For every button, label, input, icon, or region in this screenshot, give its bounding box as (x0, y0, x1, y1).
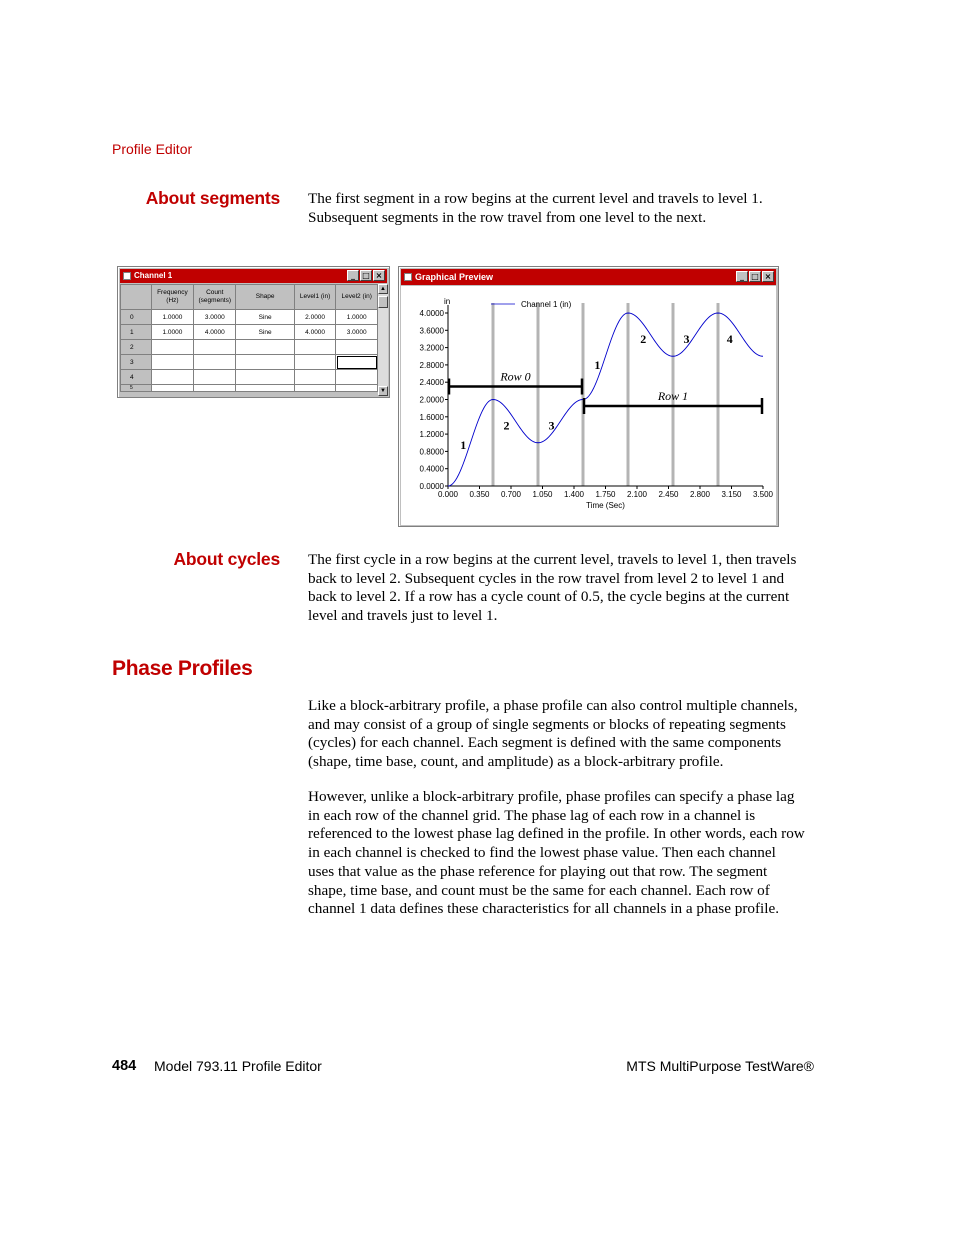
grid-cell[interactable] (336, 370, 378, 385)
grid-cell[interactable] (151, 355, 193, 370)
x-tick-label: 2.800 (689, 490, 711, 499)
y-tick-label: 1.2000 (419, 430, 444, 440)
footer-title: Model 793.11 Profile Editor (154, 1058, 322, 1074)
preview-window-titlebar[interactable] (401, 269, 776, 285)
channel-grid (120, 284, 378, 392)
text-line: level and travels just to level 1. (308, 607, 498, 625)
channel-window-titlebar[interactable] (120, 269, 387, 283)
channel-1-series-line (448, 313, 763, 486)
scroll-down-icon[interactable]: ▼ (378, 386, 388, 396)
text-line: uses that value as the phase reference for playing out that row. The segment (308, 862, 768, 880)
y-tick-label: 2.8000 (419, 360, 444, 370)
footer-product: MTS MultiPurpose TestWare® (626, 1058, 814, 1074)
x-tick-label: 2.100 (626, 490, 648, 499)
close-icon[interactable]: × (373, 270, 385, 281)
graphical-preview-window (398, 266, 779, 527)
grid-cell[interactable]: 1.0000 (336, 310, 378, 325)
y-tick-label: 2.4000 (419, 378, 444, 388)
segment-number-label: 2 (640, 331, 647, 346)
grid-cell[interactable] (294, 340, 336, 355)
minimize-icon[interactable]: _ (347, 270, 359, 281)
row-header[interactable]: 4 (121, 370, 152, 385)
preview-chart (401, 286, 776, 525)
y-tick-label: 1.6000 (419, 412, 444, 422)
y-tick-label: 2.0000 (419, 395, 444, 405)
x-tick-label: 1.400 (563, 490, 585, 499)
phase-profiles-heading: Phase Profiles (112, 657, 253, 680)
table-row (121, 310, 378, 325)
x-tick-label: 0.700 (500, 490, 522, 499)
window-icon (123, 272, 131, 280)
page-number: 484 (112, 1058, 137, 1074)
maximize-icon[interactable]: □ (749, 271, 761, 282)
grid-cell[interactable]: 3.0000 (336, 325, 378, 340)
segment-number-label: 4 (726, 331, 733, 346)
table-row (121, 355, 378, 370)
grid-cell[interactable] (294, 370, 336, 385)
grid-cell[interactable]: 1.0000 (151, 310, 193, 325)
grid-cell[interactable]: 4.0000 (294, 325, 336, 340)
row-header[interactable]: 2 (121, 340, 152, 355)
text-line: However, unlike a block-arbitrary profile, phase profiles can specify a phase lag (308, 788, 795, 805)
about-cycles-heading: About cycles (173, 549, 280, 569)
row-label: Row 1 (657, 388, 689, 403)
text-line: and may consist of a group of single segments or blocks of repeating segments (308, 715, 786, 733)
y-tick-label: 0.4000 (419, 464, 444, 474)
text-line: (shape, time base, count, and amplitude) as a block-arbitrary profile. (308, 753, 724, 771)
segment-number-label: 1 (594, 357, 601, 372)
grid-cell[interactable] (294, 385, 336, 392)
x-tick-label: 2.450 (658, 490, 679, 499)
phase-profiles-para1 (308, 697, 818, 772)
table-row (121, 385, 378, 392)
x-tick-label: 0.000 (437, 490, 459, 499)
grid-cell[interactable] (236, 370, 294, 385)
preview-window-title: Graphical Preview (415, 272, 494, 282)
table-row (121, 340, 378, 355)
text-line: in each row of the channel grid. The phase lag of each row in a channel is (308, 806, 756, 824)
about-segments-heading: About segments (145, 188, 280, 208)
x-tick-label: 1.750 (595, 490, 616, 499)
grid-corner (121, 285, 152, 310)
text-line: channel 1 data defines these characteristics for all channels in a phase profile. (308, 900, 780, 918)
x-tick-label: 3.500 (752, 490, 774, 499)
text-line: The first cycle in a row begins at the current level, travels to level 1, then travels (308, 551, 797, 568)
column-header[interactable]: Level2 (in) (336, 285, 378, 310)
grid-cell[interactable]: 1.0000 (151, 325, 193, 340)
about-segments-text (308, 190, 818, 227)
row-header[interactable]: 5 (121, 385, 152, 392)
grid-cell[interactable] (151, 340, 193, 355)
grid-cell[interactable] (151, 385, 193, 392)
row-label: Row 0 (500, 369, 531, 384)
grid-cell-selected[interactable] (336, 355, 378, 370)
column-header[interactable]: Level1 (in) (294, 285, 336, 310)
text-line: The first segment in a row begins at the current level and travels to level 1. (308, 190, 763, 207)
segment-number-label: 3 (683, 331, 690, 346)
segment-number-label: 2 (503, 418, 510, 433)
grid-cell[interactable]: 3.0000 (194, 310, 236, 325)
text-line: in each channel is checked to find the lowest phase value. Then each channel (308, 844, 776, 862)
channel-window (117, 266, 390, 398)
grid-cell[interactable]: 4.0000 (194, 325, 236, 340)
legend-label: Channel 1 (in) (521, 300, 572, 309)
grid-cell[interactable] (336, 385, 378, 392)
y-tick-label: 0.0000 (419, 482, 444, 491)
column-header[interactable]: Frequency (Hz) (151, 285, 193, 310)
running-header: Profile Editor (112, 141, 193, 157)
grid-cell[interactable]: Sine (236, 310, 294, 325)
y-tick-label: 3.2000 (419, 343, 444, 353)
y-tick-label: 3.6000 (419, 326, 444, 336)
text-line: shape, time base, and count must be the same for each channel. Each row of (308, 881, 770, 899)
x-tick-label: 0.350 (469, 490, 490, 499)
row-header[interactable]: 0 (121, 310, 152, 325)
grid-cell[interactable] (194, 385, 236, 392)
segment-number-label: 1 (460, 437, 467, 452)
y-axis-label: in (444, 297, 451, 306)
table-row (121, 325, 378, 340)
text-line: back to level 2. Subsequent cycles in the row travel from level 2 to level 1 and (308, 569, 785, 587)
row-header[interactable]: 1 (121, 325, 152, 340)
grid-cell[interactable]: Sine (236, 325, 294, 340)
x-tick-label: 1.050 (532, 490, 553, 499)
x-axis-label: Time (Sec) (586, 501, 625, 510)
vertical-scrollbar[interactable] (378, 284, 388, 396)
scroll-up-icon[interactable]: ▲ (378, 284, 388, 294)
window-icon (404, 273, 412, 281)
grid-cell[interactable] (294, 355, 336, 370)
text-line: Like a block-arbitrary profile, a phase profile can also control multiple channels, (308, 697, 798, 714)
grid-cell[interactable] (236, 385, 294, 392)
grid-cell[interactable] (336, 340, 378, 355)
y-tick-label: 0.8000 (419, 447, 444, 457)
y-tick-label: 4.0000 (419, 309, 444, 318)
table-row (121, 370, 378, 385)
grid-cell[interactable] (236, 355, 294, 370)
grid-cell[interactable] (194, 340, 236, 355)
text-line: back to level 2. If a row has a cycle count of 0.5, the cycle begins at the current (308, 588, 790, 606)
text-line: Subsequent segments in the row travel from one level to the next. (308, 208, 707, 226)
grid-cell[interactable] (194, 355, 236, 370)
segment-number-label: 3 (548, 418, 555, 433)
x-tick-label: 3.150 (721, 490, 742, 499)
grid-cell[interactable]: 2.0000 (294, 310, 336, 325)
minimize-icon[interactable]: _ (736, 271, 748, 282)
text-line: referenced to the lowest phase lag defined in the profile. In other words, each row (308, 825, 805, 843)
row-header[interactable]: 3 (121, 355, 152, 370)
grid-cell[interactable] (236, 340, 294, 355)
close-icon[interactable]: × (762, 271, 774, 282)
grid-cell[interactable] (151, 370, 193, 385)
grid-cell[interactable] (194, 370, 236, 385)
channel-window-title: Channel 1 (134, 271, 173, 280)
about-cycles-text (308, 551, 818, 626)
column-header[interactable]: Shape (236, 285, 294, 310)
scroll-thumb[interactable] (378, 296, 388, 308)
phase-profiles-para2 (308, 788, 818, 919)
maximize-icon[interactable]: □ (360, 270, 372, 281)
column-header[interactable]: Count (segments) (194, 285, 236, 310)
text-line: (cycles) for each channel. Each segment is defined with the same components (308, 734, 782, 752)
